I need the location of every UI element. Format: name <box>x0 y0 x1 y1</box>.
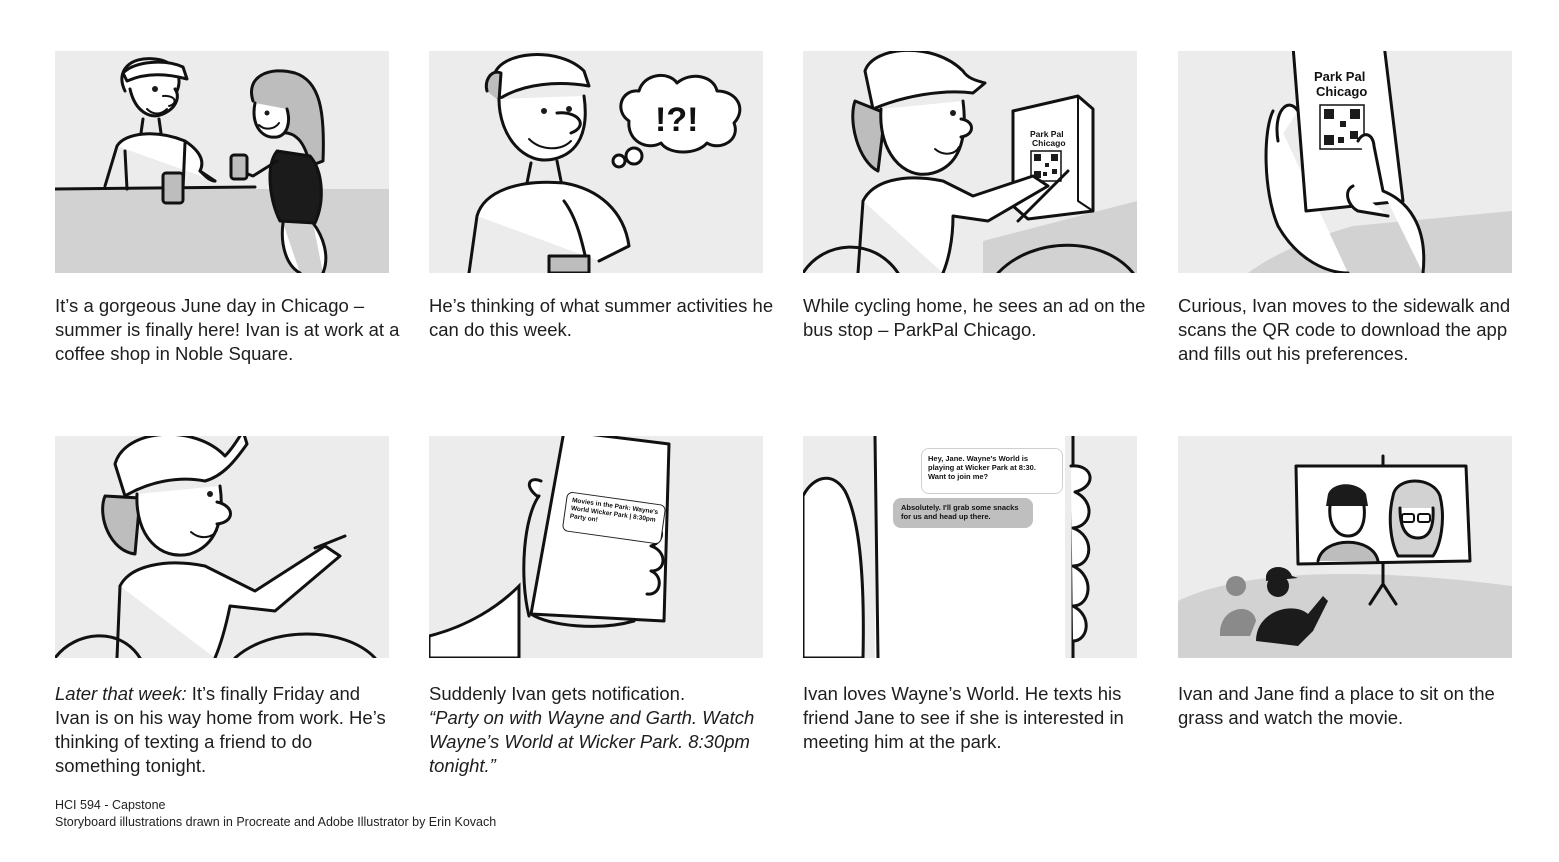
storyboard-panel-6 <box>429 436 763 658</box>
cycling-ad-illustration <box>803 51 1137 273</box>
panel-2-caption: He’s thinking of what summer activities he can do this week. <box>429 295 774 340</box>
qr-code-icon <box>1320 105 1364 149</box>
panel-5-caption-lead: Later that week: <box>55 683 187 704</box>
panel-1-caption: It’s a gorgeous June day in Chicago – summer is finally here! Ivan is at work at a coffee shop in Noble Square. <box>55 295 400 364</box>
sent-message-text: Hey, Jane. Wayne's World is playing at Wicker Park at 8:30. Want to join me? <box>928 454 1036 481</box>
bus-ad-title-line2: Chicago <box>1032 138 1066 148</box>
notification-text: Movies in the Park: Wayne's World Wicker Park | 8:30pm Party on! <box>569 497 659 524</box>
storyboard-panel-1 <box>55 51 389 273</box>
qr-scan-illustration <box>1178 51 1512 273</box>
storyboard-panel-8 <box>1178 436 1512 658</box>
phone-notification-illustration <box>429 436 763 658</box>
thinking-illustration <box>429 51 763 273</box>
message-bubble-reply <box>893 498 1033 528</box>
reply-message-text: Absolutely. I'll grab some snacks for us and head up there. <box>901 503 1019 521</box>
panel-6-caption <box>429 682 774 778</box>
movie-in-park-illustration <box>1178 436 1512 658</box>
storyboard-panel-5 <box>55 436 389 658</box>
coffee-shop-illustration <box>55 51 389 273</box>
footer-credits <box>55 797 496 831</box>
illustration-credit: Storyboard illustrations drawn in Procreate and Adobe Illustrator by Erin Kovach <box>55 815 497 829</box>
storyboard-panel-2 <box>429 51 763 273</box>
panel-5-caption-rest: It’s finally Friday and Ivan is on his way home from work. He’s thinking of texting a friend to do something tonight. <box>55 683 386 776</box>
course-label: HCI 594 - Capstone <box>55 798 166 812</box>
poster-title-line1: Park Pal <box>1314 69 1366 84</box>
message-bubble-sent <box>921 448 1063 494</box>
panel-8-caption: Ivan and Jane find a place to sit on the grass and watch the movie. <box>1178 683 1495 728</box>
panel-6-caption-lead: Suddenly Ivan gets notification. <box>429 683 686 704</box>
poster-title-line2: Chicago <box>1316 84 1368 99</box>
panel-4-caption: Curious, Ivan moves to the sidewalk and scans the QR code to download the app and fills out his preferences. <box>1178 295 1511 364</box>
panel-7-caption: Ivan loves Wayne’s World. He texts his friend Jane to see if she is interested in meeting him at the park. <box>803 683 1124 752</box>
bus-ad-title-line1: Park Pal <box>1030 129 1064 139</box>
panel-6-caption-quote: “Party on with Wayne and Garth. Watch Wayne’s World at Wicker Park. 8:30pm tonight.” <box>429 707 755 776</box>
panel-3-caption: While cycling home, he sees an ad on the bus stop – ParkPal Chicago. <box>803 295 1146 340</box>
storyboard-panel-7 <box>803 436 1137 658</box>
riding-home-illustration <box>55 436 389 658</box>
panel-5-caption <box>55 682 400 778</box>
storyboard-panel-4 <box>1178 51 1512 273</box>
thought-text: !?! <box>655 101 699 139</box>
storyboard-panel-3 <box>803 51 1137 273</box>
